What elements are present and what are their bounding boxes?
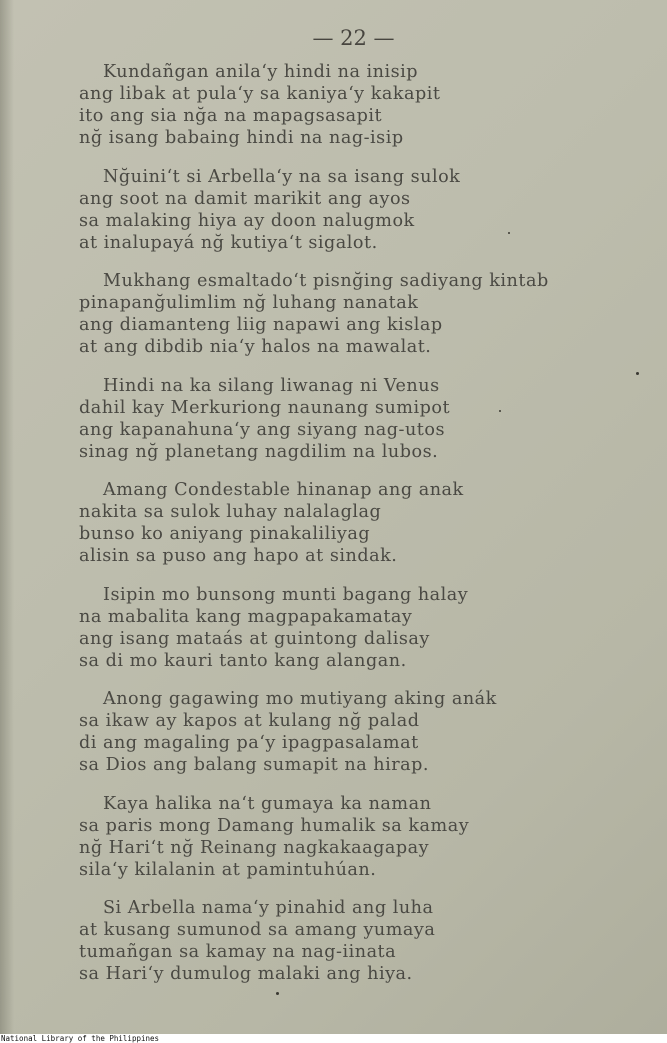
poem-line: Kundañgan anila‘y hindi na inisip [103,62,419,82]
poem-line: Hindi na ka silang liwanag ni Venus [103,375,440,396]
page-number: — 22 — [312,26,395,50]
footer-credit: National Library of the Philippines [1,1034,160,1043]
poem-line: ang isang mataás at guintong dalisay [79,628,430,649]
poem-line: ang libak at pula‘y sa kaniya‘y kakapit [79,84,441,104]
stanza-8 [79,793,649,881]
poem-line: sa paris mong Damang humalik sa kamay [79,815,470,836]
poem-line: pinapanğulimlim nğ luhang nanatak [79,293,419,313]
poem-line: bunso ko aniyang pinakaliliyag [79,524,371,544]
poem-line: dahil kay Merkuriong naunang sumipot [79,397,451,418]
poem-line: Si Arbella nama‘y pinahid ang luha [103,898,434,918]
stanza-5 [79,479,649,567]
stanza-7 [79,688,649,776]
poem-line: nğ Hari‘t nğ Reinang nagkakaagapay [79,837,430,858]
poem-line: ang diamanteng liig napawi ang kislap [79,315,443,335]
poem-line: Kaya halika na‘t gumaya ka naman [103,793,432,814]
stanza-3 [79,270,649,358]
poem-line: at kusang sumunod sa amang yumaya [79,920,436,940]
poem-line: sinag nğ planetang nagdilim na lubos. [79,441,439,462]
poem-body [79,61,649,1002]
stanza-9 [79,897,649,985]
poem-line: sa malaking hiya ay doon nalugmok [79,210,415,231]
poem-line: Mukhang esmaltado‘t pisnğing sadiyang kintab [103,271,549,291]
poem-line: sa di mo kauri tanto kang alangan. [79,650,407,671]
poem-line: di ang magaling pa‘y ipagpasalamat [79,733,419,753]
poem-line: tumañgan sa kamay na nag-iinata [79,942,397,962]
paper-speck [276,992,279,995]
poem-line: ang soot na damit marikit ang ayos [79,188,411,209]
poem-line: Isipin mo bunsong munti bagang halay [103,584,469,605]
poem-line: sila‘y kilalanin at pamintuhúan. [79,859,377,880]
poem-line: sa ikaw ay kapos at kulang nğ palad [79,711,420,731]
paper-speck [636,372,639,375]
page-edge-shadow [0,0,14,1034]
stanza-4 [79,375,649,463]
poem-line: Anong gagawing mo mutiyang aking anák [103,689,497,709]
paper-speck [508,232,510,234]
stanza-2 [79,166,649,254]
poem-line: ito ang sia nğa na mapagsasapit [79,106,383,126]
poem-line: na mabalita kang magpapakamatay [79,606,413,627]
poem-line: Nğuini‘t si Arbella‘y na sa isang sulok [103,166,461,187]
stanza-6 [79,584,649,672]
poem-line: sa Dios ang balang sumapit na hirap. [79,755,429,775]
poem-line: ang kapanahuna‘y ang siyang nag-utos [79,419,446,440]
paper-speck [499,410,501,412]
poem-line: alisin sa puso ang hapo at sindak. [79,546,398,566]
poem-line: nğ isang babaing hindi na nag-isip [79,128,404,148]
stanza-1 [79,61,649,149]
poem-line: at ang dibdib nia‘y halos na mawalat. [79,337,432,357]
poem-line: at inalupayá nğ kutiya‘t sigalot. [79,232,378,253]
poem-line: Amang Condestable hinanap ang anak [103,480,464,500]
poem-line: sa Hari‘y dumulog malaki ang hiya. [79,964,413,984]
poem-line: nakita sa sulok luhay nalalaglag [79,502,382,522]
